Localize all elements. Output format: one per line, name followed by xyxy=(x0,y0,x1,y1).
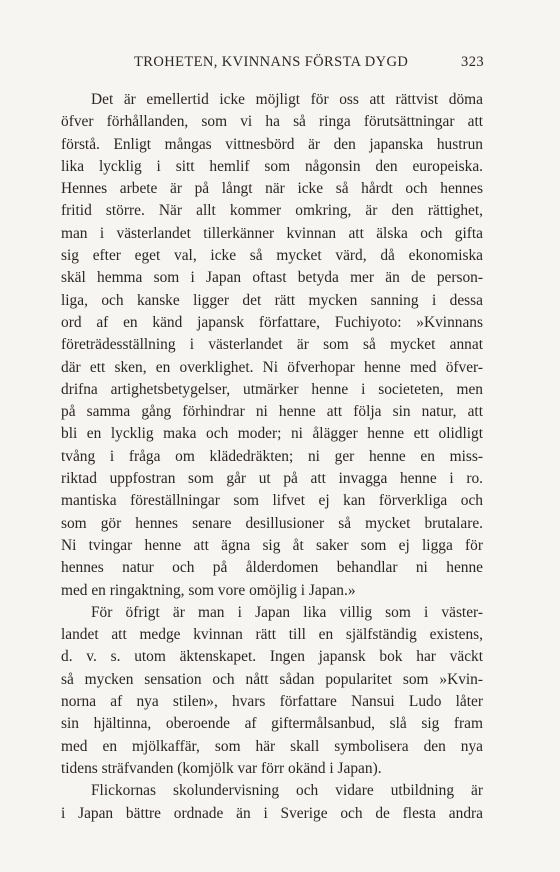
text-line: bli en lycklig maka och moder; ni ålägger henne ett olidligt xyxy=(61,425,483,443)
text-line: mantiska föreställningar som lifvet ej kan förverkliga och xyxy=(61,492,483,510)
text-line: så mycken sensation och nått sådan popularitet som »Kvin- xyxy=(61,670,483,688)
text-line: riktad uppfostran som går ut på att invagga henne i ro. xyxy=(61,470,483,488)
text-line: drifna artighetsbetygelser, utmärker henne i societeten, men xyxy=(61,380,483,398)
text-line: öfver förhållanden, som vi ha så ringa förutsättningar att xyxy=(61,113,483,131)
text-line: Hennes arbete är på långt när icke så hårdt och hennes xyxy=(61,180,483,198)
text-line: förstå. Enligt mångas vittnesbörd är den japanska hustrun xyxy=(61,135,483,153)
text-line: som gör hennes senare desillusioner så mycket brutalare. xyxy=(61,514,483,532)
text-line: Det är emellertid icke möjligt för oss att rättvist döma xyxy=(91,91,483,108)
text-line: landet att medge kvinnan rätt till en själfständig existens, xyxy=(61,626,483,644)
body-text xyxy=(61,89,483,825)
text-line: skäl hemma som i Japan oftast betyda mer än de person- xyxy=(61,269,483,287)
text-line: lika lycklig i sitt hemlif som någonsin den europeiska. xyxy=(61,157,483,175)
text-line: Ni tvingar henne att ägna sig åt saker som ej ligga för xyxy=(61,536,483,554)
text-line: sin hjältinna, oberoende af giftermålsanbud, slå sig fram xyxy=(61,715,483,733)
text-line: hennes natur och på ålderdomen behandlar ni henne xyxy=(61,559,483,577)
text-line: där ett sken, en overklighet. Ni öfverhopar henne med öfver- xyxy=(61,358,483,376)
text-line: norna af nya stilen», hvars författare Nansui Ludo låter xyxy=(61,693,483,711)
text-line: i Japan bättre ordnade än i Sverige och de flesta andra xyxy=(61,804,483,822)
text-line: sig efter eget val, icke så mycket värd, då ekonomiska xyxy=(61,247,483,265)
text-line: Flickornas skolundervisning och vidare utbildning är xyxy=(91,782,483,800)
page-number: 323 xyxy=(461,54,484,70)
chapter-title: TROHETEN, KVINNANS FÖRSTA DYGD xyxy=(134,54,409,70)
text-line: ord af en känd japansk författare, Fuchiyoto: »Kvinnans xyxy=(61,313,483,331)
text-line: med en mjölkaffär, som här skall symbolisera den nya xyxy=(61,737,483,755)
text-line: För öfrigt är man i Japan lika villig som i väster- xyxy=(91,603,483,621)
text-line: företrädesställning i västerlandet är som så mycket annat xyxy=(61,336,483,354)
text-line: på samma gång förhindrar ni henne att följa sin natur, att xyxy=(61,403,483,421)
text-line: man i västerlandet tillerkänner kvinnan att älska och gifta xyxy=(61,224,483,242)
text-line: tvång i fråga om klädedräkten; ni ger henne en miss- xyxy=(61,447,483,465)
text-line: med en ringaktning, som vore omöjlig i Japan.» xyxy=(61,581,356,599)
running-head xyxy=(134,54,484,76)
text-line: liga, och kanske ligger det rätt mycken sanning i dessa xyxy=(61,291,483,309)
text-line: d. v. s. utom äktenskapet. Ingen japansk bok har väckt xyxy=(61,648,483,666)
text-line: tidens sträfvanden (komjölk var förr okänd i Japan). xyxy=(61,759,382,777)
text-line: fritid större. När allt kommer omkring, är den rättighet, xyxy=(61,202,483,220)
